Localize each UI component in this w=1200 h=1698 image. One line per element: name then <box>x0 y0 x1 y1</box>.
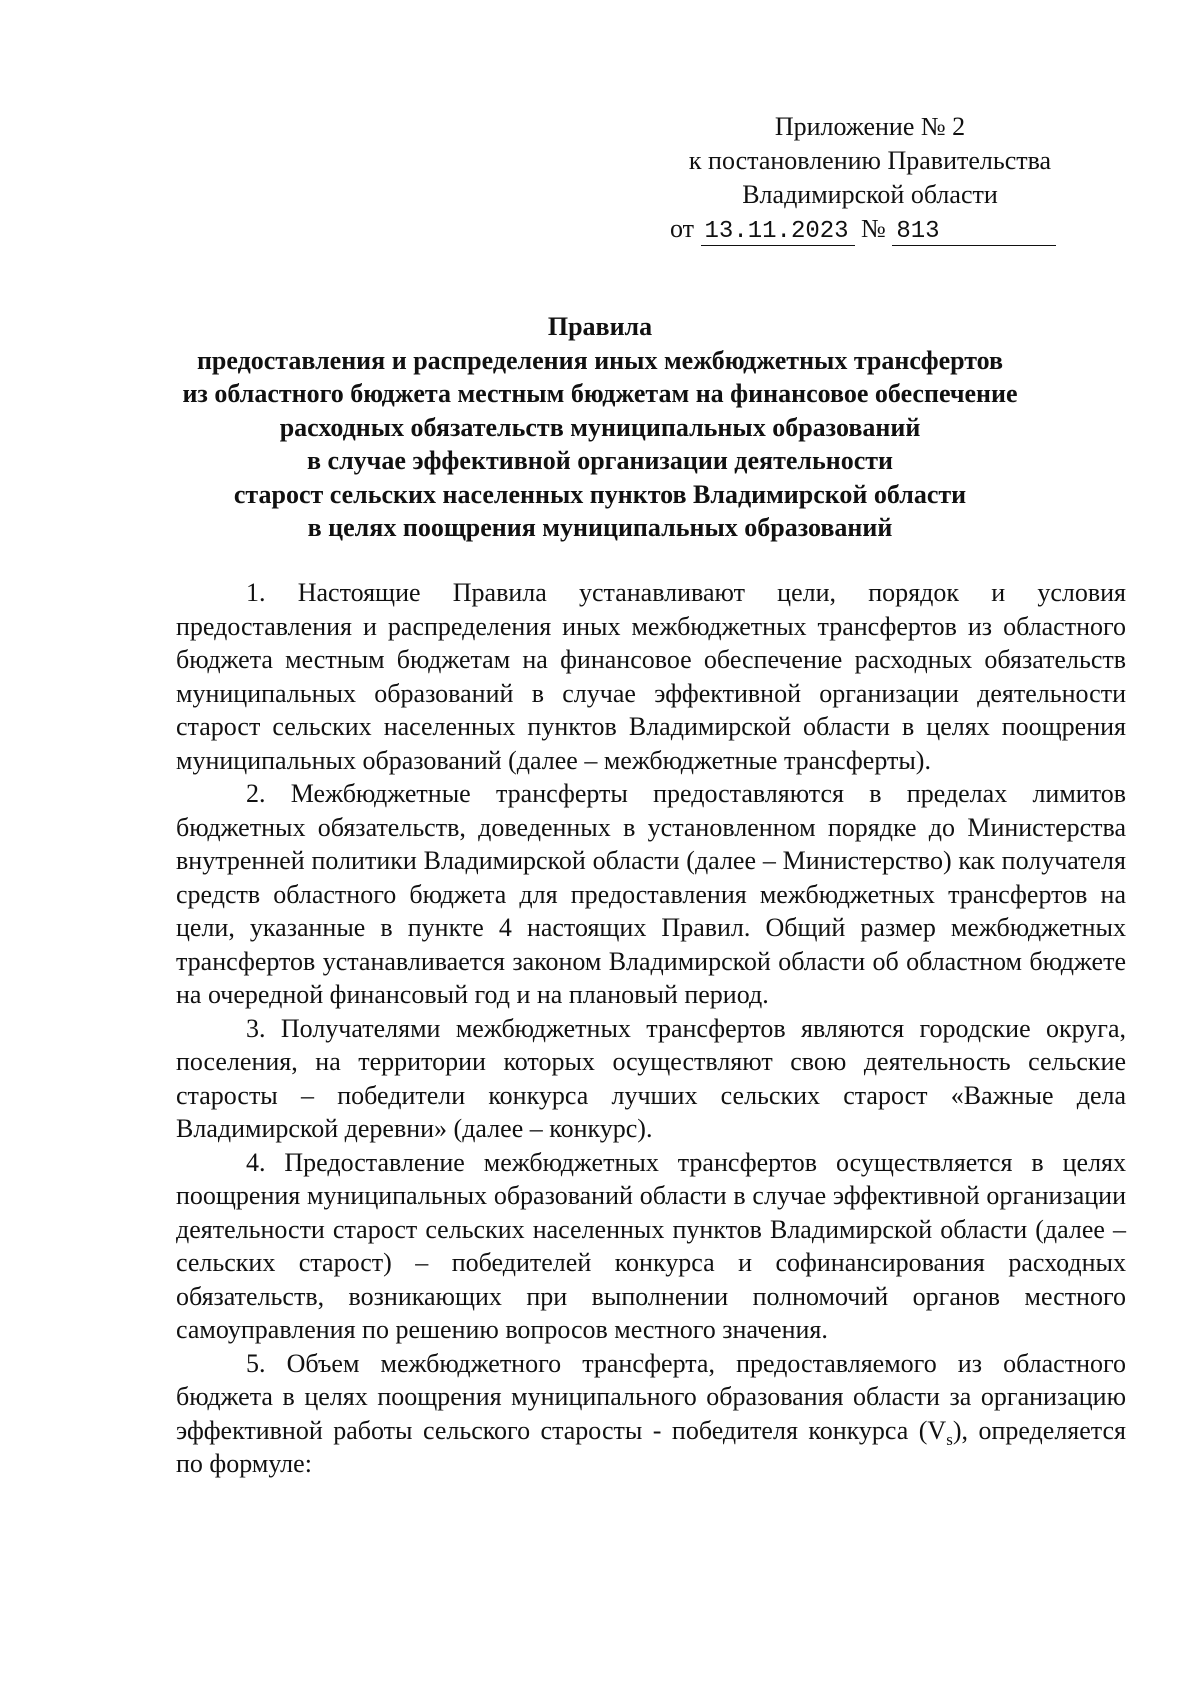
title-line: предоставления и распределения иных межбюджетных трансфертов <box>196 345 1004 375</box>
title-line: расходных обязательств муниципальных образований <box>279 412 921 442</box>
resolution-number: 813 <box>892 219 1056 246</box>
appendix-date-line <box>655 212 1085 246</box>
title-line: из областного бюджета местным бюджетам на финансовое обеспечение <box>182 379 1018 408</box>
title-heading: Правила <box>547 312 653 341</box>
paragraph-4: 4. Предоставление межбюджетных трансфертов осуществляется в целях поощрения муниципальных образований области в случае эффективной организации деятельности старост сельских населенных пунктов Владимирской области (далее – сельских старост) – победителей конкурса и софинансирования расходных обязательств, возникающих при выполнении полномочий органов местного самоуправления по решению вопросов местного значения. <box>176 1147 1126 1344</box>
appendix-resolution-ref: к постановлению Правительства <box>688 146 1052 175</box>
appendix-region: Владимирской области <box>742 180 998 209</box>
paragraph-5-subscript: s <box>946 1429 953 1449</box>
appendix-number: Приложение № 2 <box>774 112 966 141</box>
title-line: старост сельских населенных пунктов Владимирской области <box>233 479 967 509</box>
date-prefix: от <box>670 214 695 243</box>
title-line: в целях поощрения муниципальных образований <box>307 513 893 542</box>
appendix-header <box>655 110 1085 246</box>
number-sign: № <box>861 214 886 243</box>
paragraph-1: 1. Настоящие Правила устанавливают цели, порядок и условия предоставления и распределения иных межбюджетных трансфертов из областного бюджета местным бюджетам на финансовое обеспечение расходных обязательств муниципальных образований в случае эффективной организации деятельности старост сельских населенных пунктов Владимирской области в целях поощрения муниципальных образований (далее – межбюджетные трансферты). <box>176 578 1126 775</box>
paragraph-2: 2. Межбюджетные трансферты предоставляются в пределах лимитов бюджетных обязательств, доведенных в установленном порядке до Министерства внутренней политики Владимирской области (далее – Министерство) как получателя средств областного бюджета для предоставления межбюджетных трансфертов на цели, указанные в пункте 4 настоящих Правил. Общий размер межбюджетных трансфертов устанавливается законом Владимирской области об областном бюджете на очередной финансовый год и на плановый период. <box>176 779 1126 1009</box>
paragraph-5-text: 5. Объем межбюджетного трансферта, предоставляемого из областного бюджета в целях поощрения муниципального образования области за организацию эффективной работы сельского старосты - победителя конкурса (V <box>176 1348 1126 1445</box>
paragraph-5 <box>176 1347 1126 1481</box>
paragraph-3: 3. Получателями межбюджетных трансфертов являются городские округа, поселения, на территории которых осуществляют свою деятельность сельские старосты – победители конкурса лучших сельских старост «Важные дела Владимирской деревни» (далее – конкурс). <box>176 1013 1126 1143</box>
document-title <box>150 310 1050 545</box>
resolution-date: 13.11.2023 <box>701 219 855 246</box>
paragraph-5-tail: ), определяется по формуле: <box>176 1415 1126 1478</box>
title-line: в случае эффективной организации деятельности <box>306 446 893 475</box>
document-body <box>176 576 1126 1481</box>
